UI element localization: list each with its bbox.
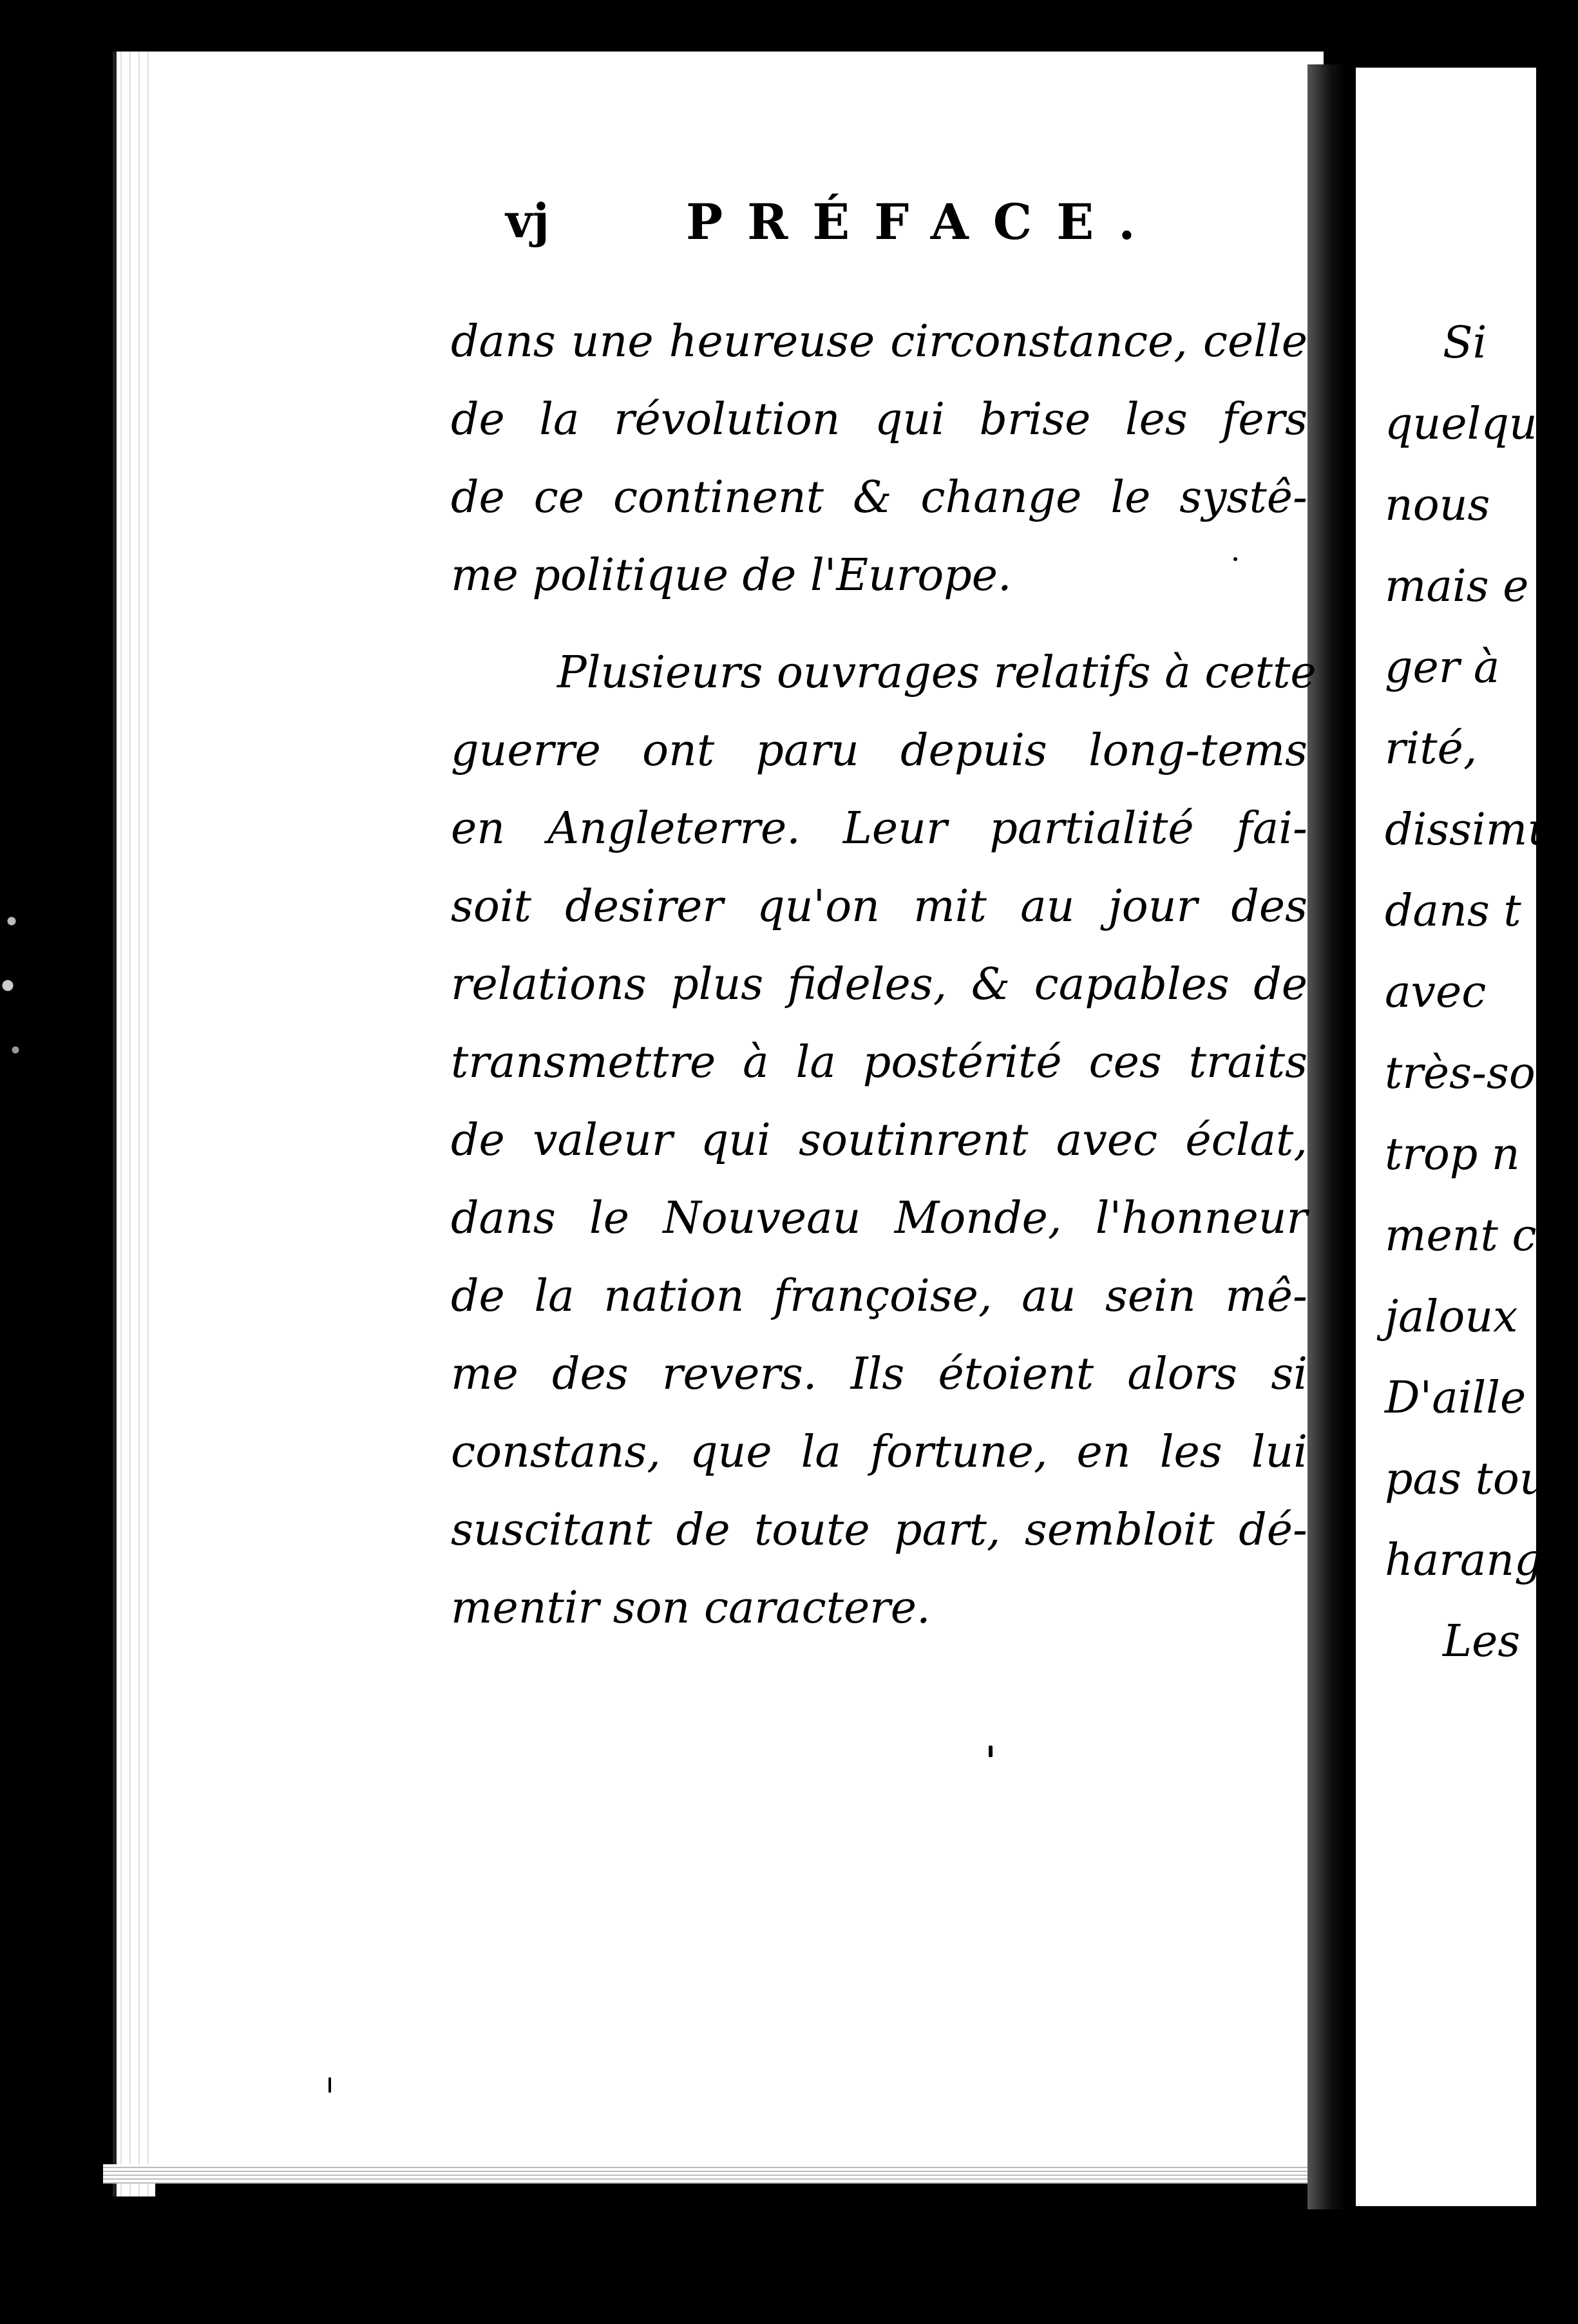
text-line: mentir son caractere. xyxy=(451,1583,931,1633)
running-title: PRÉFACE. xyxy=(686,193,1160,251)
page-number: vj xyxy=(506,193,549,248)
page-bottom-edge xyxy=(103,2164,1327,2184)
text-line: Les xyxy=(1443,1616,1521,1667)
text-line: me politique de l'Europe. xyxy=(451,550,1012,601)
ink-speck xyxy=(989,1746,993,1757)
text-line: dissimu xyxy=(1385,805,1556,855)
text-line: ger à xyxy=(1385,642,1500,693)
text-line: très-so xyxy=(1385,1048,1535,1099)
text-line: de la révolution qui brise les fers xyxy=(451,394,1307,445)
text-line: Plusieurs ouvrages relatifs à cette xyxy=(557,647,1317,698)
text-line: mais e xyxy=(1385,561,1529,612)
text-line: en Angleterre. Leur partialité fai- xyxy=(451,803,1307,854)
page-header xyxy=(506,193,1163,258)
text-line: me des revers. Ils étoient alors si xyxy=(451,1349,1307,1400)
text-line: transmettre à la postérité ces traits xyxy=(451,1037,1307,1088)
text-line: jaloux xyxy=(1385,1291,1518,1342)
right-page-text xyxy=(1385,303,1578,1682)
text-line: de la nation françoise, au sein mê- xyxy=(451,1271,1307,1322)
text-line: dans le Nouveau Monde, l'honneur xyxy=(451,1193,1307,1244)
text-line: dans une heureuse circonstance, celle xyxy=(451,316,1307,367)
text-line: relations plus fideles, & capables de xyxy=(451,959,1307,1010)
margin-noise xyxy=(0,824,39,1147)
text-line: suscitant de toute part, sembloit dé- xyxy=(451,1505,1307,1556)
text-line: de ce continent & change le systê- xyxy=(451,472,1307,523)
book-gutter xyxy=(1307,64,1346,2209)
left-page-text xyxy=(451,303,1317,1647)
text-line: trop n xyxy=(1385,1129,1520,1180)
text-line: soit desirer qu'on mit au jour des xyxy=(451,881,1307,932)
text-line: rité, xyxy=(1385,723,1478,774)
text-line: harang xyxy=(1385,1535,1543,1586)
text-line: ment c xyxy=(1385,1210,1537,1261)
text-line: Si xyxy=(1443,318,1487,368)
left-page-edge xyxy=(113,52,155,2196)
ink-speck xyxy=(328,2077,331,2093)
text-line: nous xyxy=(1385,480,1490,531)
ink-speck xyxy=(1233,557,1237,561)
text-line: dans t xyxy=(1385,886,1521,937)
text-line: de valeur qui soutinrent avec éclat, xyxy=(451,1115,1307,1166)
text-line: avec xyxy=(1385,967,1487,1018)
text-line: pas tou xyxy=(1385,1454,1548,1505)
text-line: D'aille xyxy=(1385,1373,1526,1424)
text-line: constans, que la fortune, en les lui xyxy=(451,1427,1307,1478)
text-line: quelqu xyxy=(1385,399,1537,450)
text-line: guerre ont paru depuis long-tems xyxy=(451,725,1307,776)
